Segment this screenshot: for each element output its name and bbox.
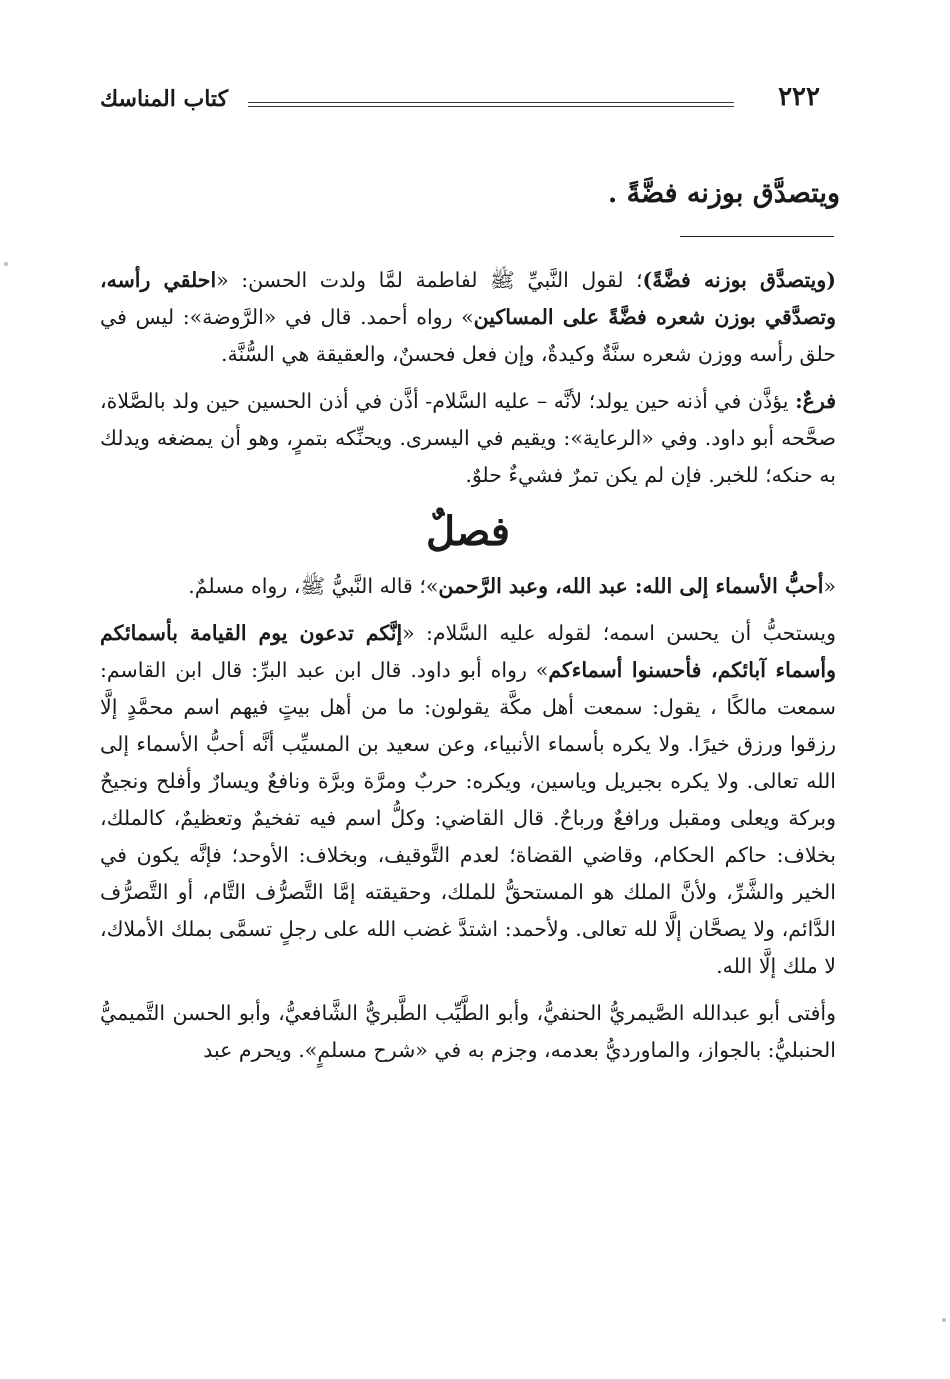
paragraph-text: ويستحبُّ أن يحسن اسمه؛ لقوله عليه السَّلام: « [402,621,836,645]
hadith-text: أحبُّ الأسماء إلى الله: عبد الله، وعبد الرَّحمن [438,574,824,598]
commentary-paragraph-3 [100,568,836,605]
running-header [100,82,820,122]
branch-label: فرعٌ: [795,389,836,413]
scan-mark [4,262,8,266]
paragraph-text: يؤذَّن في أذنه حين يولد؛ لأنَّه – عليه السَّلام- أذَّن في أذن الحسين حين ولد بالصَّلاة، صحَّحه أبو داود. وفي «الرعاية»: ويقيم في اليسرى. ويحنِّكه بتمرٍ، وهو أن يمضغه ويدلك به حنكه؛ للخبر. فإن لم يكن تمرٌ فشيءٌ حلوٌ. [100,389,836,487]
text-divider [680,236,834,237]
page-number: ٢٢٢ [778,82,820,112]
section-heading: فصلٌ [425,508,511,555]
paragraph-text: » رواه أبو داود. قال ابن عبد البرِّ: قال ابن القاسم: سمعت مالكًا ، يقول: سمعت أهل مكَّة يقولون: ما من أهل بيتٍ فيهم اسم محمَّدٍ إلَّا رزقوا ورزق خيرًا. ولا يكره بأسماء الأنبياء، وعن سعيد بن المسيِّب أنَّه أحبُّ الأسماء إلى الله تعالى. ولا يكره بجبريل وياسين، ويكره: حربٌ ومرَّة وبرَّة ونافعٌ ويسارٌ وأفلح ونجيحٌ وبركة ويعلى ومقبل ورافعٌ ورباحٌ. قال القاضي: وكلُّ اسم فيه تفخيمٌ وتعظيمٌ، كالملك، بخلاف: حاكم الحكام، وقاضي القضاة؛ لعدم التَّوقيف، وبخلاف: الأوحد؛ فإنَّه يكون في الخير والشَّرِّ، ولأنَّ الملك هو المستحقُّ للملك، وحقيقته إمَّا التَّصرُّف التَّام، أو التَّصرُّف الدَّائم، ولا يصحَّان إلَّا لله تعالى. ولأحمد: اشتدَّ غضب الله على رجلٍ تسمَّى بملك الأملاك، لا ملك إلَّا الله. [100,658,836,978]
commentary-paragraph-1 [100,262,836,373]
scan-mark [942,1318,946,1322]
commentary-paragraph-4 [100,615,836,985]
paragraph-text: « [823,574,836,598]
paragraph-text: » رواه أحمد. قال في «الرَّوضة»: ليس في حلق رأسه ووزن شعره سنَّةٌ وكيدةٌ، وإن فعل فحسنٌ، والعقيقة هي السُّنَّة. [100,305,836,366]
book-title: كتاب المناسك [100,86,229,112]
commentary-paragraph-5 [100,995,836,1069]
header-rule [248,102,734,107]
main-text: ويتصدَّق بوزنه فضَّةً . [607,178,840,209]
quoted-text: (ويتصدَّق بوزنه فضَّةً) [642,268,836,292]
paragraph-text: ؛ لقول النَّبيِّ ﷺ لفاطمة لمَّا ولدت الحسن: « [216,268,643,292]
paragraph-text: »؛ قاله النَّبيُّ ﷺ، رواه مسلمٌ. [188,574,439,598]
commentary-paragraph-2 [100,383,836,494]
paragraph-text: وأفتى أبو عبدالله الصَّيمريُّ الحنفيُّ، وأبو الطَّيِّب الطَّبريُّ الشَّافعيُّ، وأبو الحسن التَّميميُّ الحنبليُّ: بالجواز، والماورديُّ بعدمه، وجزم به في «شرح مسلمٍ». ويحرم عبد [100,1001,836,1062]
hadith-text: إنَّكم تدعون يوم القيامة بأسمائكم وأسماء آبائكم، فأحسنوا أسماءكم [100,621,836,682]
hadith-text: احلقي رأسه، وتصدَّقي بوزن شعره فضَّةً على المساكين [100,268,836,329]
commentary [100,262,836,1079]
